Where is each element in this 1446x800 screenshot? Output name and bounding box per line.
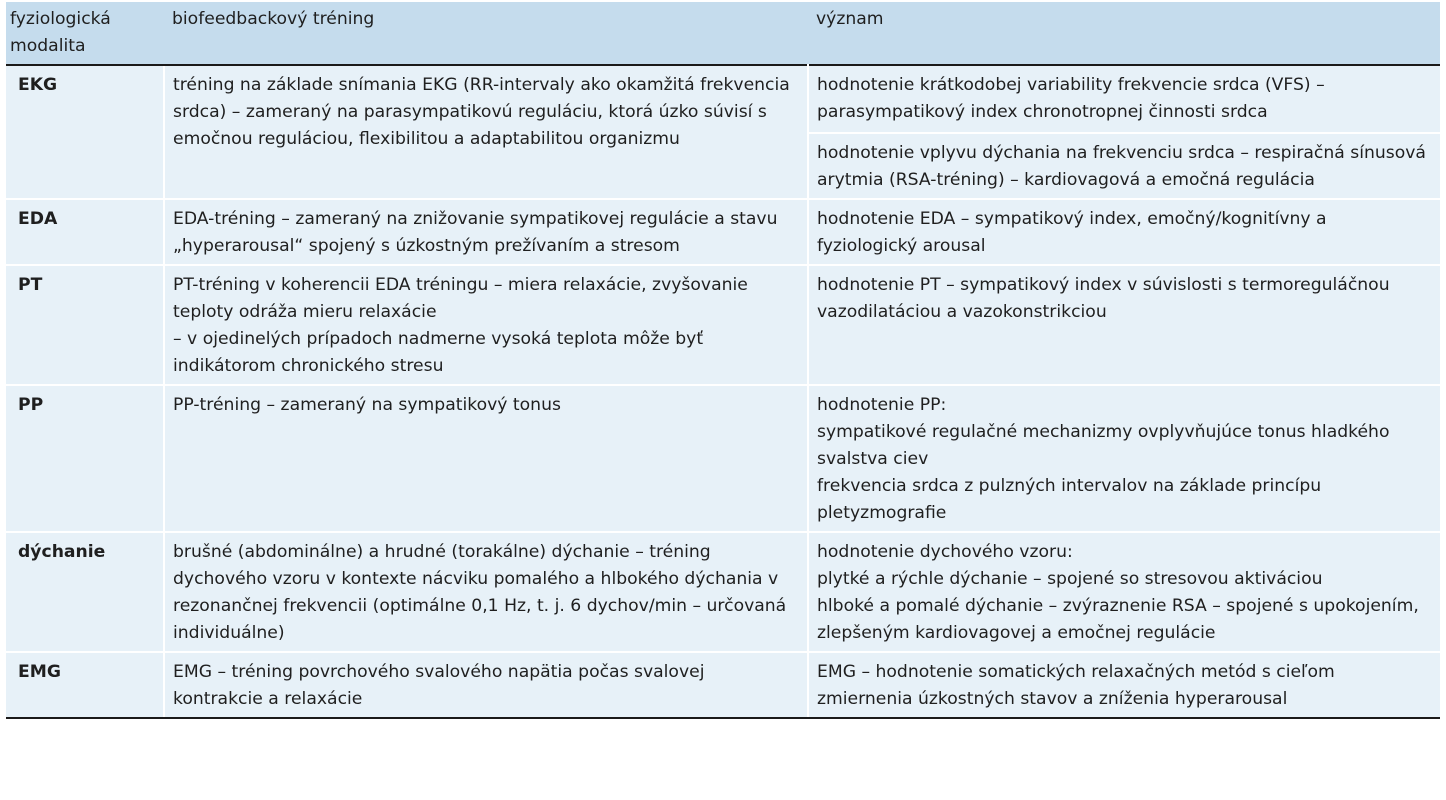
header-modality: fyziologická modalita <box>6 2 164 65</box>
training-text: brušné (abdominálne) a hrudné (torakálne) dýchanie – tréning dychového vzoru v kontexte nácviku pomalého a hlbokého dýchania v rezonančnej frekvencii (optimálne 0,1 Hz, t. j. 6 dychov/min – určovaná individuálne) <box>173 542 787 643</box>
training-text: EMG – tréning povrchového svalového napätia počas svalovej kontrakcie a relaxácie <box>173 662 705 709</box>
modality-cell: dýchanie <box>6 532 164 652</box>
meaning-text: hodnotenie krátkodobej variability frekvencie srdca (VFS) – parasympatikový index chronotropnej činnosti srdca <box>817 75 1325 122</box>
table-row <box>6 199 1440 265</box>
training-cell <box>164 652 808 718</box>
modality-cell: EMG <box>6 652 164 718</box>
training-cell <box>164 65 808 199</box>
meaning-cell <box>808 265 1440 385</box>
modality-cell: EKG <box>6 65 164 199</box>
meaning-cell <box>808 385 1440 532</box>
table-row <box>6 652 1440 718</box>
training-cell <box>164 385 808 532</box>
meaning-text: hlboké a pomalé dýchanie – zvýraznenie RSA – spojené s upokojením, zlepšeným kardiovagovej a emočnej regulácie <box>817 596 1419 643</box>
training-cell <box>164 199 808 265</box>
meaning-text: hodnotenie dychového vzoru: <box>817 542 1073 562</box>
training-text: – v ojedinelých prípadoch nadmerne vysoká teplota môže byť indikátorom chronického stresu <box>173 329 704 376</box>
meaning-cell <box>808 532 1440 652</box>
table-row <box>6 65 1440 199</box>
modality-cell: PP <box>6 385 164 532</box>
meaning-text: hodnotenie PP: <box>817 395 947 415</box>
meaning-text: hodnotenie PT – sympatikový index v súvislosti s termoreguláčnou vazodilatáciou a vazokonstrikciou <box>817 275 1390 322</box>
meaning-cell <box>808 652 1440 718</box>
table-row <box>6 532 1440 652</box>
meaning-text: frekvencia srdca z pulzných intervalov na základe princípu pletyzmografie <box>817 476 1322 523</box>
table-row <box>6 385 1440 532</box>
header-training: biofeedbackový tréning <box>164 2 808 65</box>
training-cell <box>164 265 808 385</box>
table-container <box>6 2 1440 719</box>
meaning-text: hodnotenie vplyvu dýchania na frekvenciu srdca – respiračná sínusová arytmia (RSA-tréning) – kardiovagová a emočná regulácia <box>809 132 1440 194</box>
training-cell <box>164 532 808 652</box>
table-row <box>6 265 1440 385</box>
meaning-text: sympatikové regulačné mechanizmy ovplyvňujúce tonus hladkého svalstva ciev <box>817 422 1390 469</box>
biofeedback-table <box>6 2 1440 719</box>
meaning-text: hodnotenie EDA – sympatikový index, emočný/kognitívny a fyziologický arousal <box>817 209 1327 256</box>
training-text: PP-tréning – zameraný na sympatikový tonus <box>173 395 561 415</box>
meaning-text: EMG – hodnotenie somatických relaxačných metód s cieľom zmiernenia úzkostných stavov a zníženia hyperarousal <box>817 662 1335 709</box>
meaning-cell <box>808 65 1440 199</box>
training-text: PT-tréning v koherencii EDA tréningu – miera relaxácie, zvyšovanie teploty odráža mieru relaxácie <box>173 275 748 322</box>
header-row <box>6 2 1440 65</box>
header-meaning: význam <box>808 2 1440 65</box>
modality-cell: EDA <box>6 199 164 265</box>
modality-cell: PT <box>6 265 164 385</box>
training-text: EDA-tréning – zameraný na znižovanie sympatikovej regulácie a stavu „hyperarousal“ spojený s úzkostným prežívaním a stresom <box>173 209 778 256</box>
meaning-cell <box>808 199 1440 265</box>
meaning-text: plytké a rýchle dýchanie – spojené so stresovou aktiváciou <box>817 569 1323 589</box>
training-text: tréning na základe snímania EKG (RR-intervaly ako okamžitá frekvencia srdca) – zameraný na parasympatikovú reguláciu, ktorá úzko súvisí s emočnou reguláciou, flexibilitou a adaptabilitou organizmu <box>173 75 790 149</box>
